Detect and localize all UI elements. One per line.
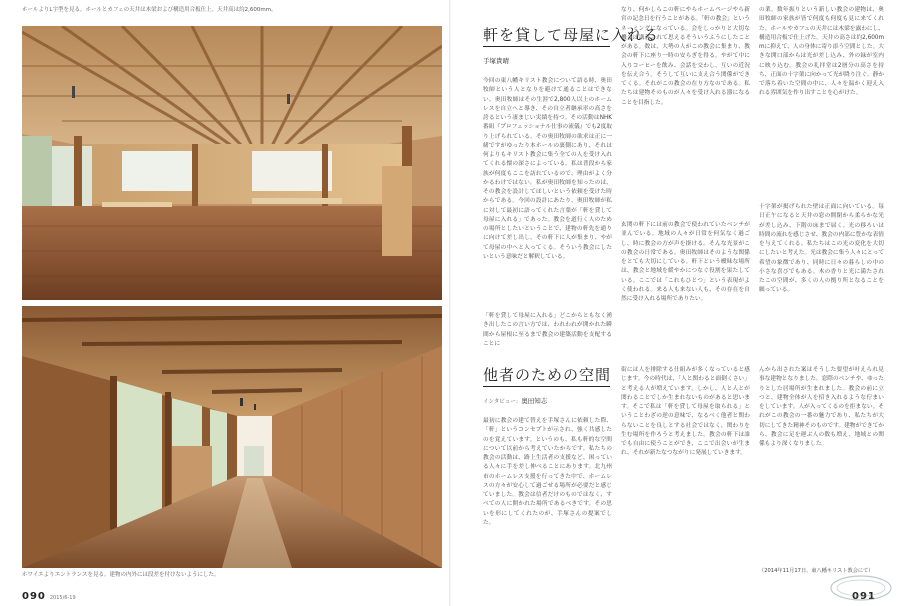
photo-corridor (22, 306, 442, 568)
article1-col2b-text: 玄関の軒下には前の教会で使われていたベンチが並んでいる。地域の人々が日常を何気なく過ごし、時に教会の方が声を掛ける。そんな光景がこの教会の日常である。奥田牧師はそのような関係をとても大切にしている。軒下という曖昧な場所は、教会と地域を緩やかにつなぐ役割を果たしている。ここでは「これもひとつ」という表現がよく使われる。来る人も来ない人も、その存在を自然に受け入れる場所でありたい。 (621, 222, 750, 302)
article1-column-3 (759, 6, 884, 196)
title-rule-2 (483, 386, 610, 387)
article-title-1: 軒を貸して母屋に入れる (483, 26, 660, 44)
article1-column-3b (759, 203, 884, 351)
article1-col1-text: 今回の東八幡キリスト教会について語る時、奥田牧師という人となりを避けて通ることはできない。奥田牧師はその生涯で2,800人以上のホームレスを自立へと導き、その自立者継承率の高さを誇るという凄まじい実績を持つ。その活動はNHK番組『プロフェッショナル仕事の流儀』でも2度取り上げられている。その奥田牧師の欲求は正に一緒ですがゆったり本ホールの裏側にあり、それは何よりもキリスト教会に集う全ての人を受け入れてくれる懐の深さによっている。私は普段から家族が何度もここを訪れているので、理由がよく分かるわけではない。私が奥田牧師を知ったのは、その教会を設計してほしいという依頼を受けた時からである。今回の設計にあたり、奥田牧師が私に対して最初に語ってくれた言葉が「軒を貸して母屋に入れる」であった。教会を道行く人のための場所としたいということで、建物の軒先を通りに向けて差し出し、その軒下に人が集まり、やがて母屋の中へと入ってくる。そういう教会にしたいという意味だと解釈している。 (483, 78, 612, 260)
photo-caption-top: ホールよりL字型を見る。ホールとカフェの天井は木梁および構造用合板仕上。天井高は約2,600mm。 (22, 7, 277, 13)
article1-column-1b (483, 312, 612, 352)
interviewee-name: 奥田知志 (521, 397, 548, 405)
article2-date-note: （2014年11月17日、東八幡キリスト教会にて） (759, 568, 874, 574)
article-author-1: 手塚貴晴 (483, 57, 509, 65)
article1-column-2b (621, 221, 750, 351)
article2-column-2 (621, 366, 750, 583)
article1-col1b-text: 「軒を貸して母屋に入れる」どこからともなく湧き出したこの言い方では、われわれが開かれた瞬間から屋根に至るまで教会の建築活動を支配することに (483, 313, 612, 347)
title-rule-1 (483, 46, 610, 47)
page-number-left-sub: 2015/6-19 (49, 595, 76, 601)
article-author-2 (483, 396, 547, 405)
article2-column-3 (759, 366, 884, 562)
article2-col2-text: 街には人を排除する仕組みが多くなっていると感じます。今の時代は、「人と関わると面倒くさい」と考える人が増えています。しかし、人と人とが関わることでしか生まれないものがあると思います。そこで私は「軒を貸して母屋を取られる」ということわざの逆の意味で、なるべく他者と関わらないことを良しとする社会ではなく、関わりを生む場所を作ろうと考えました。教会の軒下は誰でも自由に使うことができ、ここで出会いが生まれ、それが新たなつながりに発展していきます。 (621, 367, 750, 457)
article1-col3b-text: 十字架が掲げられた壁は正面に向いている。毎日正午になると天井の窓の開閉から柔らかな光が差し込み、下階の床まで届く。光の移ろいは時間の流れを感じさせ、教会の内部に豊かな表情を与えてくれる。私たちはこの光の変化を大切にしたいと考えた。光は教会に集う人々にとって希望の象徴であり、同時に日々の暮らしの中の小さな喜びでもある。木の香りと光に満たされたこの空間が、多くの人の拠り所となることを願っている。 (759, 204, 884, 294)
page-number-left-value: 090 (22, 591, 46, 602)
article1-col3-text: の業。数年振りという新しい教会の建物は、奥田牧師の家族が皆で何度も何度も見に来てくれた。ホールやカフェの天井には木梁を露わにし、構造用合板で仕上げた。天井の高さは約2,600mmに抑えて、人の身体に寄り添う空間とした。大きな開口部からは光が差し込み、外の緑が室内に映り込む。教会の礼拝堂は2層分の高さを持ち、正面の十字架に向かって光が降り注ぐ。静かで落ち着いた空間の中に、人々を温かく迎え入れる雰囲気を作り出すことを心がけた。 (759, 7, 884, 97)
photo-hall-interior (22, 26, 442, 300)
page-number-left (22, 591, 76, 602)
article2-col3-text: んから出された案はそうした要望が叶えられ見事な建物となりました。窓際のベンチや、ゆったりとした居場所が生まれました。教会の前に立つと、建物全体が人を招き入れるような佇まいをしています。人が入ってくるのを拒まない。それがこの教会の一番の魅力であり、私たちが大切にしてきた精神そのものです。建物ができてから、教会に足を運ぶ人の数も増え、地域との関係もより深くなりました。 (759, 367, 884, 447)
article2-col1-text: 最初に教会の建て替えを手塚さんに依頼した際、「軒」というコンセプトが示され、強く共感したのを覚えています。というのも、私も軒的な空間について以前から考えていたからです。私たちの教会の活動は、路上生活者の支援など、困っている人々に手を差し伸べることにあります。北九州市のホームレス支援を行ってきた中で、ホームレスの方々が安心して過ごせる場所が必要だと感じていました。教会は信者だけのものではなく、すべての人に開かれた場所であるべきです。その思いを形にしてくれたのが、手塚さんの提案でした。 (483, 418, 612, 526)
page-gutter (449, 0, 451, 606)
article1-column-2 (621, 6, 750, 214)
interviewer-label: インタビュー： (483, 399, 522, 405)
publisher-watermark-stamp (828, 574, 894, 602)
page-number-right-value: 091 (852, 591, 876, 602)
article-title-2: 他者のための空間 (483, 366, 612, 384)
article1-column-1 (483, 77, 612, 307)
article1-col2-text: なり、何かしらこの軒にやらホームページやら新宮の記念日を行うことがある。「軒の教会」というネーミングになっている。会をしっかりと大切な機会は講義されて思えるそういうふうにしたことがある。数は、大勢の人がこの教会に集まり、教会の軒下に座り一時の安らぎを得る。やがて中に入りコーヒーを飲み、会話を交わし、互いの近況を伝え合う。そうして互いに支え合う関係ができてくる。それがこの教会の在り方なのである。私たちは建物そのものが人々を受け入れる器になることを目指した。 (621, 7, 750, 106)
article2-column-1 (483, 417, 612, 583)
photo-caption-bottom: ホワイエよりエントランスを見る。建物の内外には段差を付けないようにした。 (22, 572, 220, 578)
